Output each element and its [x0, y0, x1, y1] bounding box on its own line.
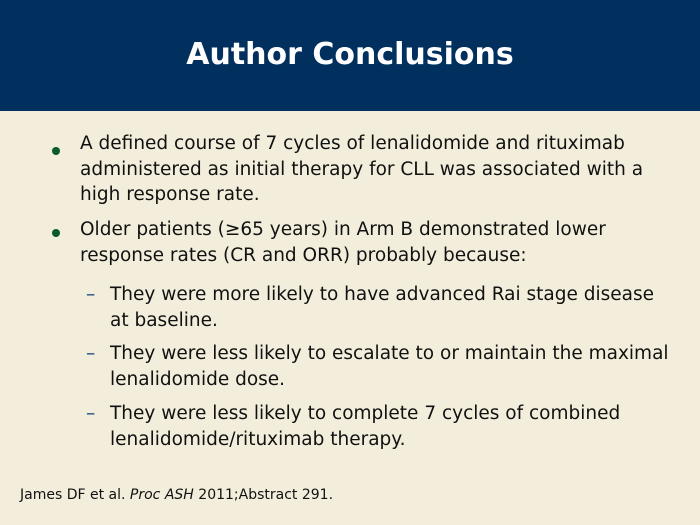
bullet-1: A defined course of 7 cycles of lenalidomide and rituximab administered as initial therapy for CLL was associated with a high response rate.	[80, 133, 644, 205]
sub-item-3: They were less likely to complete 7 cycles of combined lenalidomide/rituximab therapy.	[110, 403, 621, 450]
slide-header	[0, 0, 700, 111]
citation	[20, 486, 333, 504]
sub-item-1: They were more likely to have advanced Rai stage disease at baseline.	[110, 284, 654, 331]
dash-icon: –	[86, 343, 96, 364]
bullet-dot-icon	[52, 229, 60, 237]
dash-icon: –	[86, 403, 96, 424]
citation-journal: Proc ASH	[129, 487, 194, 503]
citation-authors: James DF et al.	[20, 487, 126, 503]
bullet-2: Older patients (≥65 years) in Arm B demonstrated lower response rates (CR and ORR) probably because:	[80, 219, 606, 266]
slide-title: Author Conclusions	[186, 37, 514, 72]
citation-details: 2011;Abstract 291.	[198, 487, 334, 503]
sub-item-2: They were less likely to escalate to or maintain the maximal lenalidomide dose.	[110, 343, 669, 390]
bullet-dot-icon	[52, 147, 60, 155]
dash-icon: –	[86, 284, 96, 305]
